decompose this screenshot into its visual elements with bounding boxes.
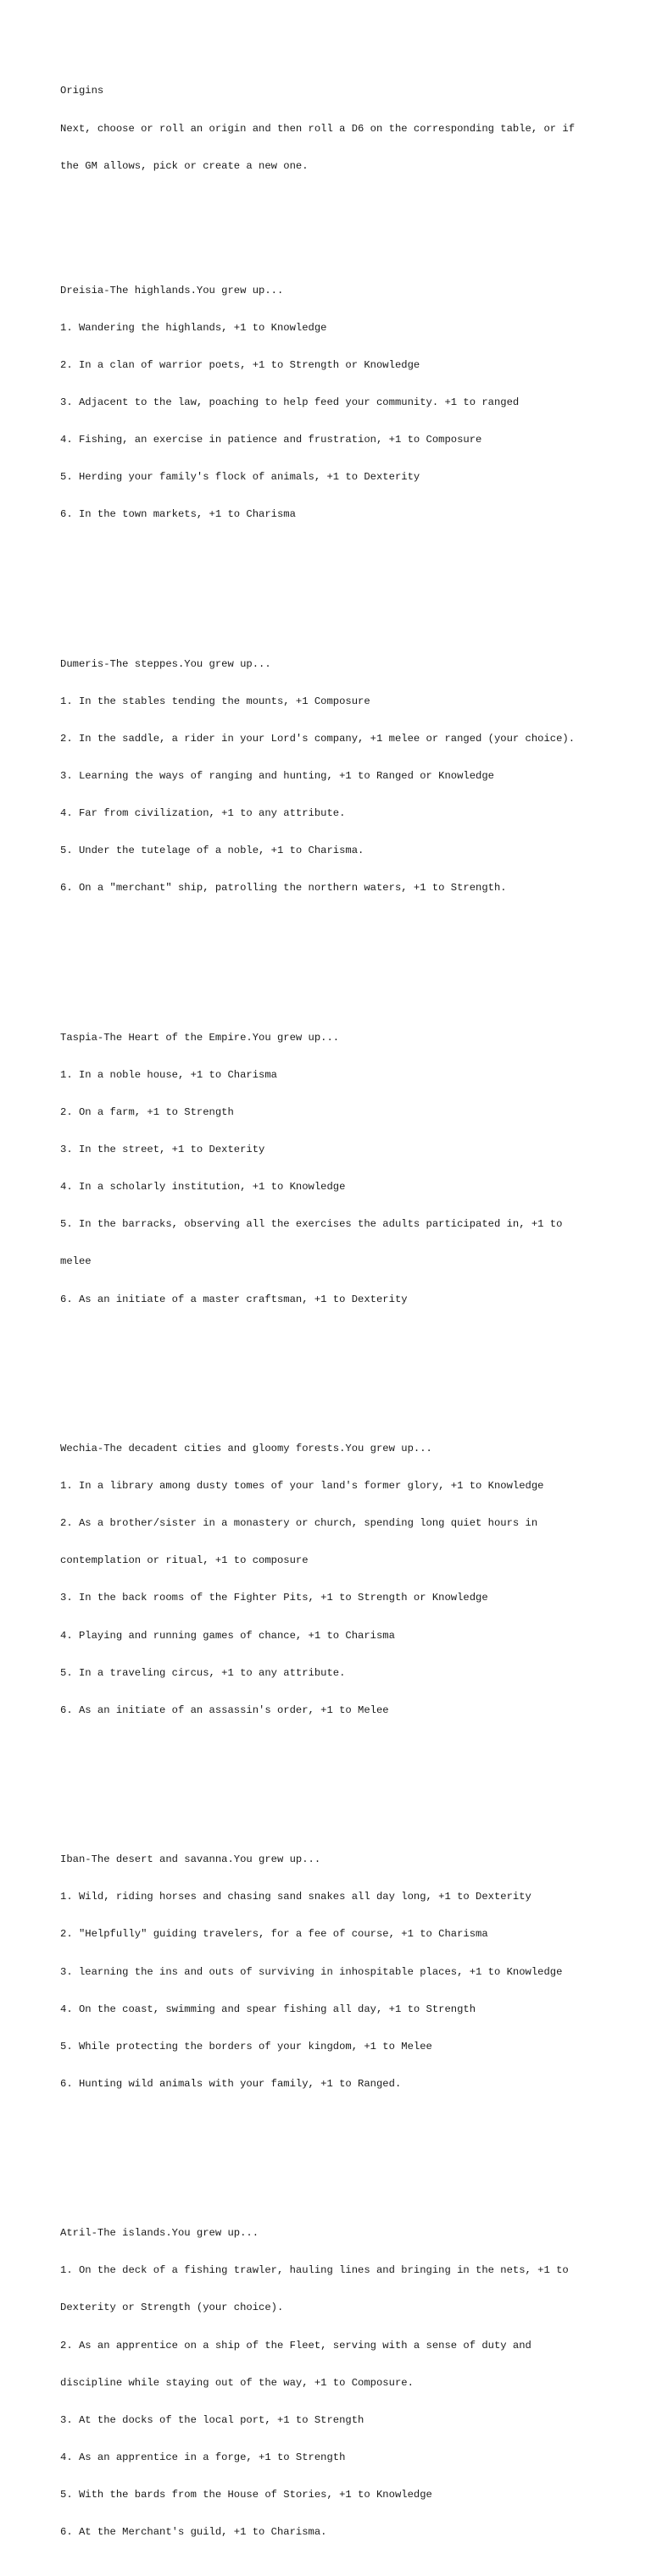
origin-section-dreisia <box>60 259 620 546</box>
section-heading: Dumeris-The steppes.You grew up... <box>60 657 271 670</box>
spacer <box>60 945 620 957</box>
table-entry: 5. In the barracks, observing all the exercises the adults participated in, +1 to <box>60 1218 563 1231</box>
table-entry: 3. In the street, +1 to Dexterity <box>60 1144 265 1156</box>
section-heading: Iban-The desert and savanna.You grew up... <box>60 1853 321 1866</box>
origin-section-taspia <box>60 1006 620 1330</box>
spacer <box>60 1766 620 1779</box>
spacer <box>60 571 620 584</box>
table-entry: 1. In a library among dusty tomes of your land's former glory, +1 to Knowledge <box>60 1480 544 1493</box>
spacer <box>60 1355 620 1368</box>
table-entry: 2. "Helpfully" guiding travelers, for a fee of course, +1 to Charisma <box>60 1928 488 1941</box>
table-entry: melee <box>60 1255 92 1268</box>
section-heading: Wechia-The decadent cities and gloomy forests.You grew up... <box>60 1442 432 1454</box>
table-entry: 4. In a scholarly institution, +1 to Knowledge <box>60 1181 346 1194</box>
table-entry: 3. Learning the ways of ranging and hunting, +1 to Ranged or Knowledge <box>60 770 494 783</box>
table-entry: 2. On a farm, +1 to Strength <box>60 1106 234 1119</box>
table-entry: 1. On the deck of a fishing trawler, hauling lines and bringing in the nets, +1 to <box>60 2264 569 2277</box>
section-heading: Atril-The islands.You grew up... <box>60 2227 259 2240</box>
table-entry: contemplation or ritual, +1 to composure <box>60 1554 309 1567</box>
table-entry: 6. As an initiate of an assassin's order, +1 to Melee <box>60 1703 389 1716</box>
origin-section-atril <box>60 2202 620 2563</box>
table-entry: 3. In the back rooms of the Fighter Pits, +1 to Strength or Knowledge <box>60 1592 488 1604</box>
table-entry: 2. As an apprentice on a ship of the Fleet, serving with a sense of duty and <box>60 2339 531 2352</box>
table-entry: 6. At the Merchant's guild, +1 to Charisma. <box>60 2526 327 2539</box>
table-entry: 4. Fishing, an exercise in patience and frustration, +1 to Composure <box>60 434 482 446</box>
table-entry: 5. Herding your family's flock of animals, +1 to Dexterity <box>60 471 420 484</box>
table-entry: 5. In a traveling circus, +1 to any attribute. <box>60 1666 346 1679</box>
origin-section-dumeris <box>60 633 620 919</box>
table-entry: 2. In a clan of warrior poets, +1 to Strength or Knowledge <box>60 358 420 371</box>
table-entry: 6. In the town markets, +1 to Charisma <box>60 508 296 521</box>
table-entry: 4. Far from civilization, +1 to any attribute. <box>60 807 346 820</box>
table-entry: 6. Hunting wild animals with your family, +1 to Ranged. <box>60 2077 402 2090</box>
section-heading: Dreisia-The highlands.You grew up... <box>60 284 284 296</box>
table-entry: 6. On a "merchant" ship, patrolling the northern waters, +1 to Strength. <box>60 882 507 895</box>
table-entry: 4. Playing and running games of chance, +1 to Charisma <box>60 1629 395 1642</box>
table-entry: 4. As an apprentice in a forge, +1 to Strength <box>60 2451 346 2463</box>
table-entry: Dexterity or Strength (your choice). <box>60 2302 284 2314</box>
section-heading: Taspia-The Heart of the Empire.You grew up... <box>60 1031 340 1044</box>
origin-section-iban <box>60 1829 620 2115</box>
table-entry: 1. Wandering the highlands, +1 to Knowledge <box>60 321 327 334</box>
document-page <box>60 60 620 2576</box>
table-entry: 1. Wild, riding horses and chasing sand snakes all day long, +1 to Dexterity <box>60 1891 531 1903</box>
table-entry: 1. In the stables tending the mounts, +1 Composure <box>60 695 370 707</box>
spacer <box>60 2140 620 2152</box>
table-entry: 4. On the coast, swimming and spear fishing all day, +1 to Strength <box>60 2003 476 2015</box>
intro-line: Next, choose or roll an origin and then roll a D6 on the corresponding table, or if <box>60 122 576 135</box>
origin-section-wechia <box>60 1418 620 1742</box>
table-entry: 2. In the saddle, a rider in your Lord's company, +1 melee or ranged (your choice). <box>60 732 576 745</box>
table-entry: 5. Under the tutelage of a noble, +1 to Charisma. <box>60 845 364 857</box>
document-title: Origins <box>60 85 104 97</box>
table-entry: discipline while staying out of the way, +1 to Composure. <box>60 2376 414 2389</box>
table-entry: 1. In a noble house, +1 to Charisma <box>60 1068 277 1081</box>
table-entry: 3. learning the ins and outs of surviving in inhospitable places, +1 to Knowledge <box>60 1965 563 1978</box>
table-entry: 3. At the docks of the local port, +1 to Strength <box>60 2413 364 2426</box>
table-entry: 5. With the bards from the House of Stories, +1 to Knowledge <box>60 2489 432 2501</box>
table-entry: 6. As an initiate of a master craftsman, +1 to Dexterity <box>60 1293 408 1305</box>
table-entry: 2. As a brother/sister in a monastery or church, spending long quiet hours in <box>60 1517 538 1530</box>
table-entry: 5. While protecting the borders of your kingdom, +1 to Melee <box>60 2040 432 2052</box>
spacer <box>60 197 620 210</box>
intro-line: the GM allows, pick or create a new one. <box>60 159 309 172</box>
table-entry: 3. Adjacent to the law, poaching to help feed your community. +1 to ranged <box>60 396 520 408</box>
